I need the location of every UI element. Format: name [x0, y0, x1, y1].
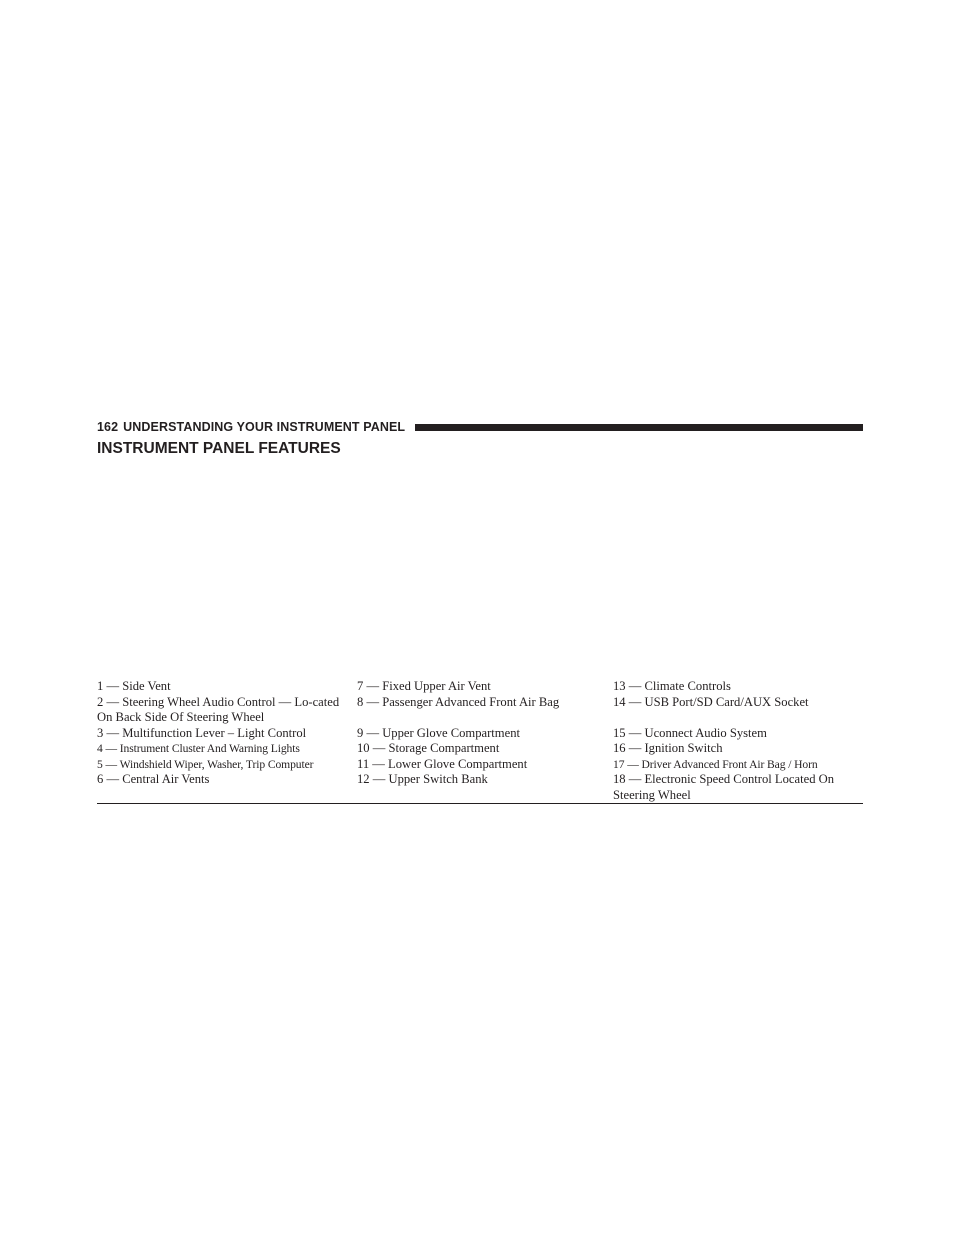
legend-item-14: 14 — USB Port/SD Card/AUX Socket	[613, 694, 809, 709]
figure-legend	[97, 679, 863, 803]
legend-item-11: 11 — Lower Glove Compartment	[357, 756, 528, 771]
instrument-panel-figure	[97, 468, 863, 674]
legend-item-16: 16 — Ignition Switch	[613, 741, 723, 755]
legend-item-15: 15 — Uconnect Audio System	[613, 725, 767, 740]
legend-item-10: 10 — Storage Compartment	[357, 741, 500, 755]
legend-item-4: 4 — Instrument Cluster And Warning Lights	[97, 742, 300, 755]
legend-item-9: 9 — Upper Glove Compartment	[357, 725, 520, 740]
legend-item-17: 17 — Driver Advanced Front Air Bag / Horn	[613, 757, 818, 771]
legend-row	[97, 757, 863, 773]
legend-item-3: 3 — Multifunction Lever – Light Control	[97, 725, 307, 740]
running-header-section: UNDERSTANDING YOUR INSTRUMENT PANEL	[123, 420, 406, 434]
legend-item-1: 1 — Side Vent	[97, 679, 171, 693]
legend-item-5: 5 — Windshield Wiper, Washer, Trip Computer	[97, 757, 314, 771]
page-number: 162	[97, 420, 119, 434]
page-header	[97, 419, 863, 435]
legend-bottom-rule	[97, 803, 863, 804]
legend-item-18: 18 — Electronic Speed Control Located On Steering Wheel	[613, 772, 835, 802]
legend-item-13: 13 — Climate Controls	[613, 679, 731, 693]
legend-row	[97, 772, 863, 803]
header-rule	[415, 424, 863, 431]
section-title: INSTRUMENT PANEL FEATURES	[97, 440, 341, 457]
legend-row	[97, 741, 863, 757]
legend-item-7: 7 — Fixed Upper Air Vent	[357, 679, 491, 693]
legend-item-2: 2 — Steering Wheel Audio Control — Lo-cated On Back Side Of Steering Wheel	[97, 694, 340, 724]
legend-item-8: 8 — Passenger Advanced Front Air Bag	[357, 694, 560, 709]
legend-row	[97, 679, 863, 695]
legend-row	[97, 726, 863, 742]
legend-item-12: 12 — Upper Switch Bank	[357, 772, 488, 786]
legend-row	[97, 695, 863, 726]
legend-item-6: 6 — Central Air Vents	[97, 772, 210, 786]
